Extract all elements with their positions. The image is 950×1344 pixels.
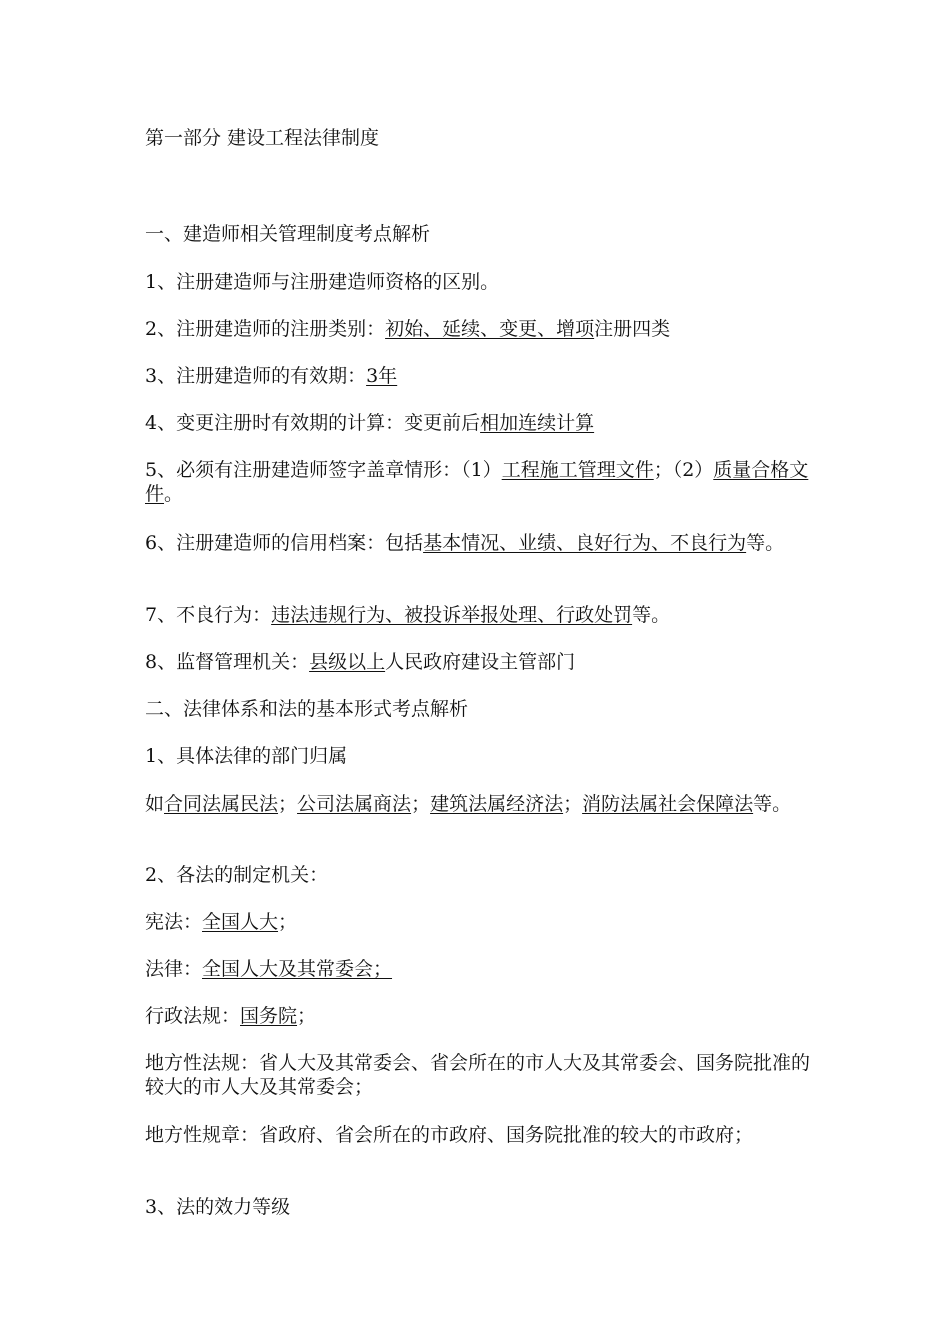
admin-regulation-line: 行政法规：国务院； (145, 1005, 317, 1027)
law-line: 法律：全国人大及其常委会； (145, 958, 393, 980)
item-2-3-heading: 3、法的效力等级 (145, 1196, 291, 1218)
item-1-4: 4、变更注册时有效期的计算：变更前后相加连续计算 (145, 412, 595, 434)
section-1-title: 一、建造师相关管理制度考点解析 (145, 223, 431, 245)
item-2-2-heading: 2、各法的制定机关： (145, 864, 329, 886)
item-1-3: 3、注册建造师的有效期：3年 (145, 365, 398, 387)
item-1-8: 8、监督管理机关：县级以上人民政府建设主管部门 (145, 651, 576, 673)
item-1-7: 7、不良行为：违法违规行为、被投诉举报处理、行政处罚等。 (145, 604, 671, 626)
local-regulation-line: 地方性法规：省人大及其常委会、省会所在的市人大及其常委会、国务院批准的较大的市人大及其常委会； (145, 1052, 811, 1098)
item-1-5: 5、必须有注册建造师签字盖章情形：（1）工程施工管理文件；（2）质量合格文件。 (145, 459, 809, 505)
part-title: 第一部分 建设工程法律制度 (145, 127, 380, 149)
section-2-title: 二、法律体系和法的基本形式考点解析 (145, 698, 469, 720)
item-2-1-heading: 1、具体法律的部门归属 (145, 745, 348, 767)
item-1-2: 2、注册建造师的注册类别：初始、延续、变更、增项注册四类 (145, 318, 671, 340)
item-2-1-body: 如合同法属民法；公司法属商法；建筑法属经济法；消防法属社会保障法等。 (145, 793, 792, 815)
local-rule-line: 地方性规章：省政府、省会所在的市政府、国务院批准的较大的市政府； (145, 1124, 754, 1146)
constitution-line: 宪法：全国人大； (145, 911, 298, 933)
item-1-6: 6、注册建造师的信用档案：包括基本情况、业绩、良好行为、不良行为等。 (145, 532, 785, 554)
item-1-1: 1、注册建造师与注册建造师资格的区别。 (145, 271, 500, 293)
